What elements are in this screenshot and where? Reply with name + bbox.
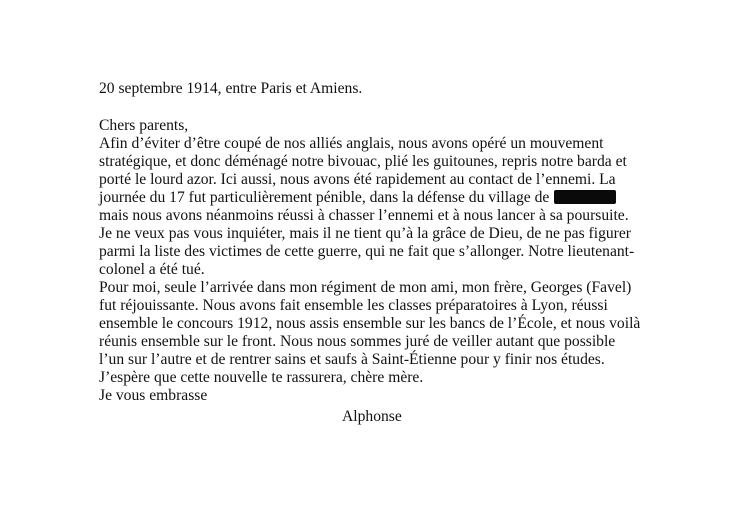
letter-line-15: Je vous embrasse	[99, 387, 208, 404]
letter-line-11: ensemble le concours 1912, nous assis ensemble sur les bancs de l’École, et nous voilà	[99, 315, 641, 332]
letter-line-12: réunis ensemble sur le front. Nous nous sommes juré de veiller autant que possible	[99, 333, 616, 350]
letter-line-4-text: journée du 17 fut particulièrement pénible, dans la défense du village de	[99, 189, 550, 206]
redacted-village-name	[554, 190, 616, 204]
letter-line-5: mais nous avons néanmoins réussi à chasser l’ennemi et à nous lancer à sa poursuite.	[99, 207, 629, 224]
date-line: 20 septembre 1914, entre Paris et Amiens.	[99, 80, 363, 97]
letter-line-6: Je ne veux pas vous inquiéter, mais il ne tient qu’à la grâce de Dieu, de ne pas figurer	[99, 225, 631, 242]
letter-line-1: Afin d’éviter d’être coupé de nos alliés anglais, nous avons opéré un mouvement	[99, 135, 604, 152]
letter-line-2: stratégique, et donc déménagé notre bivouac, plié les guitounes, repris notre barda et	[99, 153, 627, 170]
letter-line-10: fut réjouissante. Nous avons fait ensemble les classes préparatoires à Lyon, réussi	[99, 297, 608, 314]
letter-line-3: porté le lourd azor. Ici aussi, nous avons été rapidement au contact de l’ennemi. La	[99, 171, 616, 188]
signature: Alphonse	[342, 408, 402, 425]
letter-line-7: parmi la liste des victimes de cette guerre, qui ne fait que s’allonger. Notre lieutenant-	[99, 243, 635, 260]
salutation: Chers parents,	[99, 117, 189, 134]
letter-line-4	[99, 189, 616, 207]
letter-line-14: J’espère que cette nouvelle te rassurera, chère mère.	[99, 369, 424, 386]
letter-line-8: colonel a été tué.	[99, 261, 205, 278]
letter-line-9: Pour moi, seule l’arrivée dans mon régiment de mon ami, mon frère, Georges (Favel)	[99, 279, 632, 296]
letter-line-13: l’un sur l’autre et de rentrer sains et saufs à Saint-Étienne pour y finir nos études.	[99, 351, 605, 368]
